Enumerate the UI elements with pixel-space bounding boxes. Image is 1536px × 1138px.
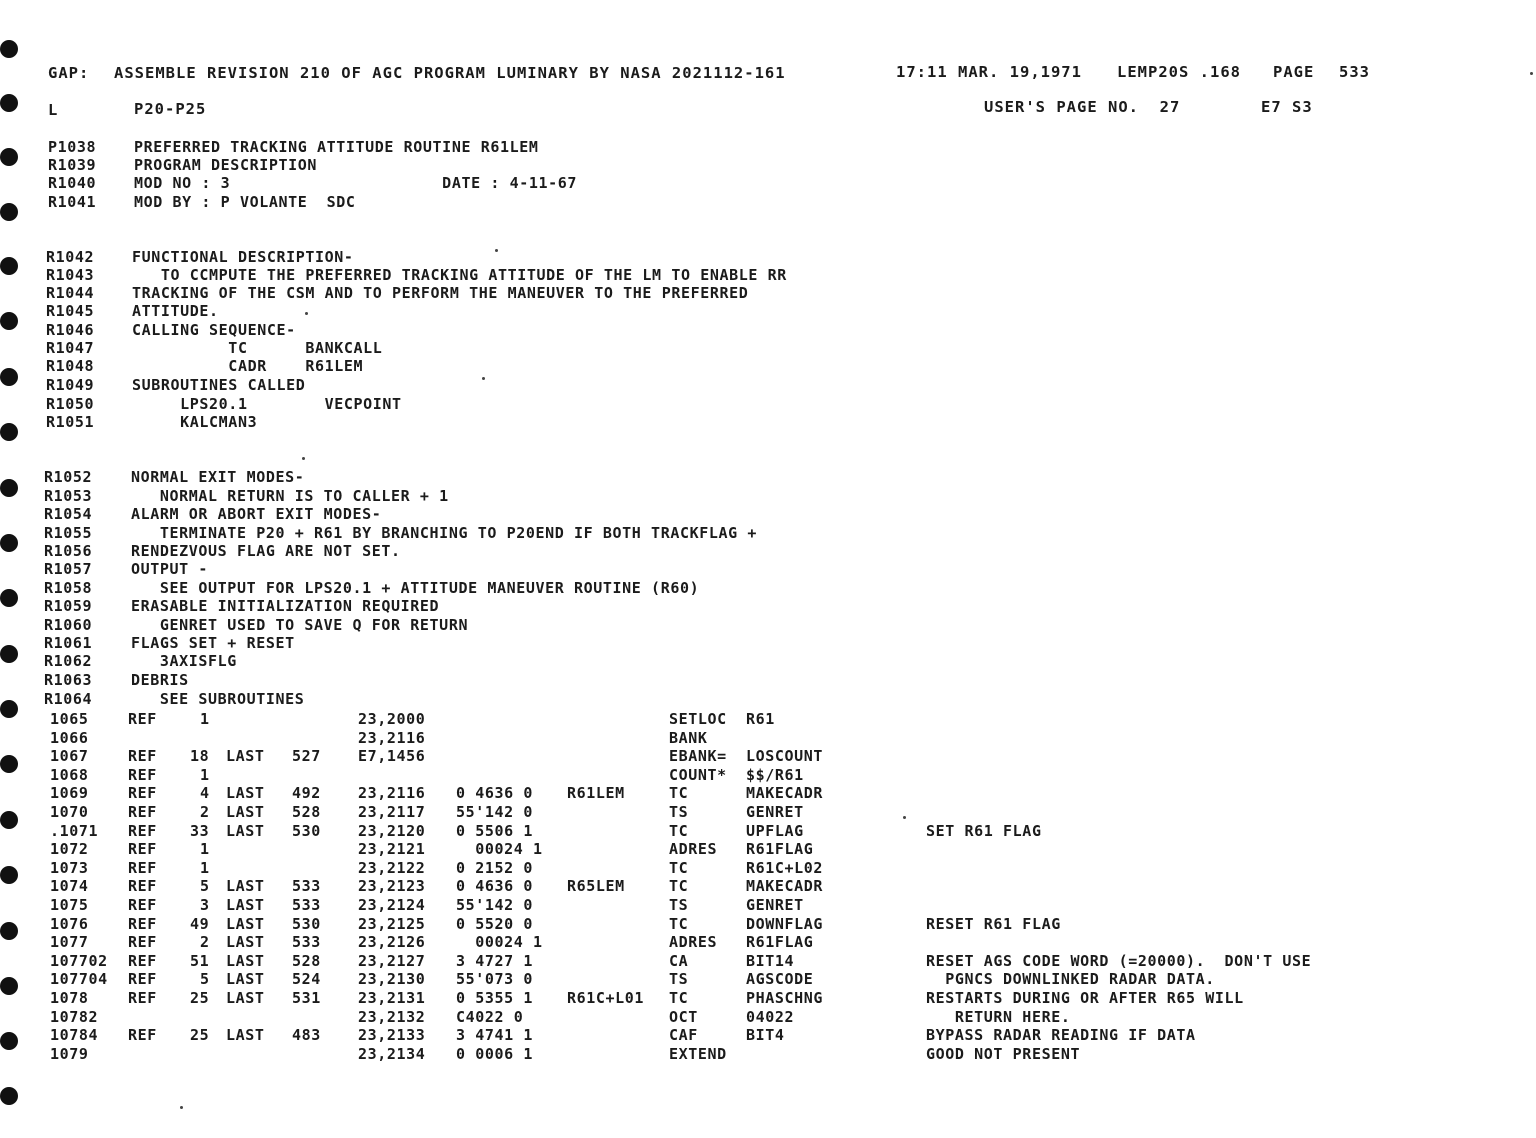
operand: GENRET (746, 803, 804, 821)
line-number: 107704 (50, 970, 108, 989)
binder-hole (0, 755, 18, 773)
line-text: NORMAL EXIT MODES- (131, 468, 305, 486)
operand: DOWNFLAG (746, 914, 824, 933)
line-text: ATTITUDE. (132, 302, 219, 320)
binder-hole (0, 368, 18, 386)
ref-label: REF (128, 914, 157, 933)
ref-count: 4 (200, 784, 210, 803)
binder-hole (0, 589, 18, 607)
opcode: TC (669, 989, 689, 1007)
subheader-l: L (48, 101, 59, 119)
object-code: C4022 0 (456, 1007, 524, 1026)
ref-count: 49 (190, 914, 210, 933)
last-page: 492 (292, 784, 321, 803)
opcode: CA (669, 951, 689, 970)
ref-count: 1 (200, 858, 210, 877)
ref-count: 1 (200, 840, 210, 859)
last-label: LAST (226, 970, 265, 989)
address: 23,2125 (358, 914, 426, 933)
operand: BIT14 (746, 951, 795, 970)
line-number: 1066 (50, 728, 89, 747)
subheader-users-page: USER'S PAGE NO. 27 (984, 98, 1181, 116)
last-label: LAST (226, 989, 265, 1007)
line-number: R1039 (48, 156, 97, 174)
address: 23,2117 (358, 803, 426, 821)
print-speck (305, 312, 308, 315)
binder-hole (0, 479, 18, 497)
comment: GOOD NOT PRESENT (926, 1044, 1081, 1063)
last-label: LAST (226, 951, 265, 970)
address: E7,1456 (358, 747, 426, 766)
binder-hole (0, 40, 18, 58)
line-number: 1067 (50, 747, 89, 766)
print-speck (482, 377, 485, 380)
header-time: 17:11 MAR. 19,1971 (896, 63, 1082, 81)
line-text: TO CCMPUTE THE PREFERRED TRACKING ATTITUDE OF THE LM TO ENABLE RR (132, 266, 787, 284)
ref-count: 33 (190, 821, 210, 840)
ref-count: 5 (200, 970, 210, 989)
line-number: 10784 (50, 1026, 99, 1045)
ref-label: REF (128, 933, 157, 952)
opcode: TC (669, 858, 689, 877)
last-label: LAST (226, 821, 265, 840)
subheader-section: P20-P25 (134, 100, 207, 118)
ref-label: REF (128, 821, 157, 840)
line-text: FUNCTIONAL DESCRIPTION- (132, 248, 354, 266)
operand: PHASCHNG (746, 989, 824, 1007)
operand: MAKECADR (746, 784, 824, 803)
line-number: 1076 (50, 914, 89, 933)
line-number: R1056 (44, 542, 93, 560)
object-code: 55'142 0 (456, 803, 534, 821)
line-text: MOD NO : 3 DATE : 4-11-67 (134, 174, 578, 192)
ref-label: REF (128, 747, 157, 766)
line-text: PREFERRED TRACKING ATTITUDE ROUTINE R61LEM (134, 138, 539, 156)
line-text: CADR R61LEM (132, 357, 364, 375)
line-text: GENRET USED TO SAVE Q FOR RETURN (131, 616, 469, 634)
ref-count: 2 (200, 803, 210, 821)
binder-hole (0, 534, 18, 552)
ref-count: 25 (190, 1026, 210, 1045)
line-number: R1060 (44, 616, 93, 634)
comment: RESET R61 FLAG (926, 914, 1061, 933)
object-code: 00024 1 (456, 840, 543, 859)
ref-label: REF (128, 989, 157, 1007)
line-text: ALARM OR ABORT EXIT MODES- (131, 505, 382, 523)
last-label: LAST (226, 933, 265, 952)
operand: LOSCOUNT (746, 747, 824, 766)
line-text: SEE SUBROUTINES (131, 690, 305, 708)
address: 23,2121 (358, 840, 426, 859)
object-code: 55'073 0 (456, 970, 534, 989)
line-number: 1075 (50, 896, 89, 914)
last-page: 530 (292, 821, 321, 840)
binder-hole (0, 312, 18, 330)
line-number: 10782 (50, 1007, 99, 1026)
operand: UPFLAG (746, 821, 804, 840)
ref-label: REF (128, 858, 157, 877)
subheader-bank: E7 S3 (1261, 98, 1313, 116)
line-number: 1072 (50, 840, 89, 859)
address: 23,2116 (358, 728, 426, 747)
opcode: TC (669, 784, 689, 803)
operand: 04022 (746, 1007, 795, 1026)
ref-count: 5 (200, 877, 210, 896)
print-speck (180, 1106, 183, 1109)
ref-count: 25 (190, 989, 210, 1007)
line-text: OUTPUT - (131, 560, 209, 578)
operand: R61FLAG (746, 840, 814, 859)
binder-hole (0, 700, 18, 718)
header-gap: GAP: (48, 64, 90, 82)
comment: BYPASS RADAR READING IF DATA (926, 1026, 1196, 1045)
ref-label: REF (128, 803, 157, 821)
comment: RESTARTS DURING OR AFTER R65 WILL (926, 989, 1244, 1007)
address: 23,2123 (358, 877, 426, 896)
line-number: 1077 (50, 933, 89, 952)
address: 23,2116 (358, 784, 426, 803)
binder-hole (0, 423, 18, 441)
line-number: R1046 (46, 321, 95, 339)
line-number: R1051 (46, 413, 95, 431)
address: 23,2132 (358, 1007, 426, 1026)
opcode: TS (669, 896, 689, 914)
binder-hole (0, 922, 18, 940)
binder-hole (0, 811, 18, 829)
object-code: 0 4636 0 (456, 784, 534, 803)
operand: AGSCODE (746, 970, 814, 989)
line-number: R1050 (46, 395, 95, 413)
line-text: TERMINATE P20 + R61 BY BRANCHING TO P20END IF BOTH TRACKFLAG + (131, 524, 757, 542)
line-number: R1041 (48, 193, 97, 211)
line-number: R1057 (44, 560, 93, 578)
print-speck (495, 249, 498, 252)
line-text: KALCMAN3 (132, 413, 258, 431)
comment: RETURN HERE. (926, 1007, 1071, 1026)
ref-label: REF (128, 710, 157, 728)
header-page-label: PAGE (1273, 63, 1315, 81)
symbol-label: R61LEM (567, 784, 625, 803)
object-code: 00024 1 (456, 933, 543, 952)
line-number: R1048 (46, 357, 95, 375)
opcode: TC (669, 914, 689, 933)
operand: R61 (746, 710, 775, 728)
line-number: R1043 (46, 266, 95, 284)
object-code: 0 4636 0 (456, 877, 534, 896)
line-number: P1038 (48, 138, 97, 156)
ref-label: REF (128, 840, 157, 859)
binder-hole (0, 977, 18, 995)
opcode: EXTEND (669, 1044, 727, 1063)
opcode: BANK (669, 728, 708, 747)
last-label: LAST (226, 896, 265, 914)
comment: RESET AGS CODE WORD (=20000). DON'T USE (926, 951, 1312, 970)
operand: MAKECADR (746, 877, 824, 896)
line-number: 1073 (50, 858, 89, 877)
header-page-number: 533 (1339, 63, 1370, 81)
last-page: 527 (292, 747, 321, 766)
opcode: TS (669, 803, 689, 821)
binder-hole (0, 148, 18, 166)
line-number: R1045 (46, 302, 95, 320)
last-page: 533 (292, 877, 321, 896)
binder-hole (0, 645, 18, 663)
opcode: OCT (669, 1007, 698, 1026)
print-speck (1530, 72, 1533, 75)
binder-hole (0, 1087, 18, 1105)
last-page: 533 (292, 896, 321, 914)
line-text: ERASABLE INITIALIZATION REQUIRED (131, 597, 440, 615)
line-text: LPS20.1 VECPOINT (132, 395, 402, 413)
line-number: R1044 (46, 284, 95, 302)
binder-hole (0, 866, 18, 884)
symbol-label: R65LEM (567, 877, 625, 896)
line-text: FLAGS SET + RESET (131, 634, 295, 652)
last-page: 524 (292, 970, 321, 989)
address: 23,2000 (358, 710, 426, 728)
ref-label: REF (128, 896, 157, 914)
last-label: LAST (226, 914, 265, 933)
last-page: 528 (292, 951, 321, 970)
line-number: 1065 (50, 710, 89, 728)
last-label: LAST (226, 877, 265, 896)
opcode: TC (669, 821, 689, 840)
object-code: 55'142 0 (456, 896, 534, 914)
operand: R61C+L02 (746, 858, 824, 877)
ref-count: 1 (200, 710, 210, 728)
object-code: 0 5520 0 (456, 914, 534, 933)
address: 23,2130 (358, 970, 426, 989)
ref-count: 3 (200, 896, 210, 914)
last-label: LAST (226, 784, 265, 803)
address: 23,2122 (358, 858, 426, 877)
line-text: CALLING SEQUENCE- (132, 321, 296, 339)
last-page: 530 (292, 914, 321, 933)
last-page: 483 (292, 1026, 321, 1045)
line-number: R1058 (44, 579, 93, 597)
ref-label: REF (128, 970, 157, 989)
address: 23,2133 (358, 1026, 426, 1045)
opcode: TC (669, 877, 689, 896)
line-text: PROGRAM DESCRIPTION (134, 156, 317, 174)
line-text: TRACKING OF THE CSM AND TO PERFORM THE MANEUVER TO THE PREFERRED (132, 284, 749, 302)
line-number: 107702 (50, 951, 108, 970)
ref-label: REF (128, 784, 157, 803)
comment: SET R61 FLAG (926, 821, 1042, 840)
line-number: 1070 (50, 803, 89, 821)
opcode: EBANK= (669, 747, 727, 766)
line-number: R1053 (44, 487, 93, 505)
last-page: 531 (292, 989, 321, 1007)
address: 23,2131 (358, 989, 426, 1007)
line-number: R1062 (44, 652, 93, 670)
ref-count: 1 (200, 765, 210, 784)
object-code: 3 4727 1 (456, 951, 534, 970)
binder-holes (0, 0, 30, 1138)
last-label: LAST (226, 803, 265, 821)
ref-label: REF (128, 1026, 157, 1045)
object-code: 0 0006 1 (456, 1044, 534, 1063)
address: 23,2124 (358, 896, 426, 914)
header-job: LEMP20S .168 (1117, 63, 1241, 81)
operand: R61FLAG (746, 933, 814, 952)
line-text: SUBROUTINES CALLED (132, 376, 306, 394)
binder-hole (0, 94, 18, 112)
opcode: SETLOC (669, 710, 727, 728)
binder-hole (0, 257, 18, 275)
last-page: 533 (292, 933, 321, 952)
operand: BIT4 (746, 1026, 785, 1045)
last-label: LAST (226, 747, 265, 766)
last-label: LAST (226, 1026, 265, 1045)
line-number: .1071 (50, 821, 99, 840)
header-title: ASSEMBLE REVISION 210 OF AGC PROGRAM LUMINARY BY NASA 2021112-161 (114, 64, 786, 82)
line-number: R1042 (46, 248, 95, 266)
symbol-label: R61C+L01 (567, 989, 645, 1007)
line-number: R1063 (44, 671, 93, 689)
line-number: R1047 (46, 339, 95, 357)
line-text: MOD BY : P VOLANTE SDC (134, 193, 356, 211)
object-code: 0 5355 1 (456, 989, 534, 1007)
print-speck (903, 816, 906, 819)
operand: GENRET (746, 896, 804, 914)
ref-label: REF (128, 877, 157, 896)
ref-label: REF (128, 765, 157, 784)
opcode: TS (669, 970, 689, 989)
binder-hole (0, 203, 18, 221)
object-code: 3 4741 1 (456, 1026, 534, 1045)
opcode: ADRES (669, 933, 718, 952)
opcode: CAF (669, 1026, 698, 1045)
ref-label: REF (128, 951, 157, 970)
line-text: TC BANKCALL (132, 339, 383, 357)
ref-count: 2 (200, 933, 210, 952)
ref-count: 18 (190, 747, 210, 766)
line-text: 3AXISFLG (131, 652, 237, 670)
line-number: R1049 (46, 376, 95, 394)
line-text: NORMAL RETURN IS TO CALLER + 1 (131, 487, 449, 505)
line-text: RENDEZVOUS FLAG ARE NOT SET. (131, 542, 401, 560)
address: 23,2120 (358, 821, 426, 840)
line-number: 1068 (50, 765, 89, 784)
address: 23,2127 (358, 951, 426, 970)
line-number: R1064 (44, 690, 93, 708)
last-page: 528 (292, 803, 321, 821)
line-number: R1040 (48, 174, 97, 192)
opcode: ADRES (669, 840, 718, 859)
line-text: DEBRIS (131, 671, 189, 689)
line-number: R1061 (44, 634, 93, 652)
comment: PGNCS DOWNLINKED RADAR DATA. (926, 970, 1215, 989)
operand: $$/R61 (746, 765, 804, 784)
line-number: R1052 (44, 468, 93, 486)
address: 23,2134 (358, 1044, 426, 1063)
line-number: 1074 (50, 877, 89, 896)
address: 23,2126 (358, 933, 426, 952)
line-text: SEE OUTPUT FOR LPS20.1 + ATTITUDE MANEUVER ROUTINE (R60) (131, 579, 700, 597)
line-number: 1079 (50, 1044, 89, 1063)
object-code: 0 2152 0 (456, 858, 534, 877)
object-code: 0 5506 1 (456, 821, 534, 840)
line-number: R1054 (44, 505, 93, 523)
binder-hole (0, 1032, 18, 1050)
ref-count: 51 (190, 951, 210, 970)
opcode: COUNT* (669, 765, 727, 784)
line-number: 1078 (50, 989, 89, 1007)
line-number: R1055 (44, 524, 93, 542)
line-number: R1059 (44, 597, 93, 615)
line-number: 1069 (50, 784, 89, 803)
print-speck (302, 457, 305, 460)
